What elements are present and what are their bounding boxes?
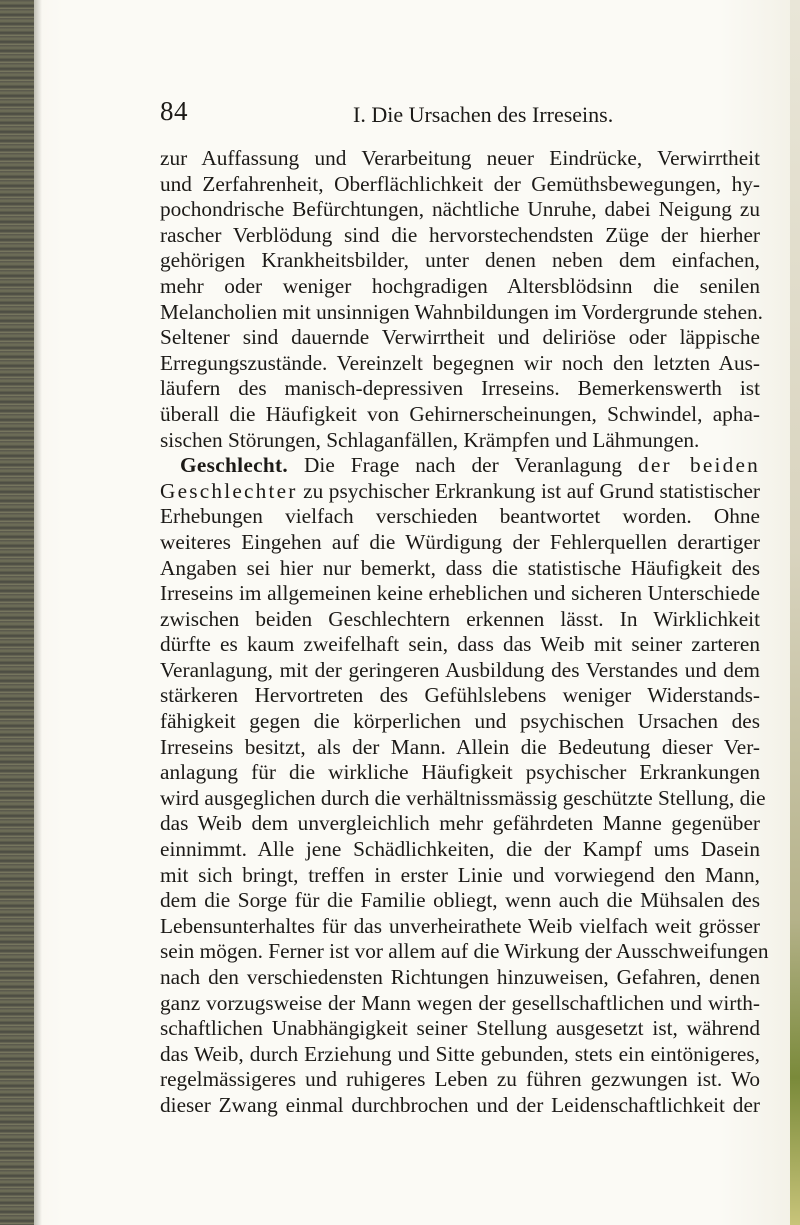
text-line: überall die Häufigkeit von Gehirnerscheinungen, Schwindel, apha-: [160, 401, 760, 426]
text-line: stärkeren Hervortreten des Gefühlslebens weniger Widerstands-: [160, 683, 760, 708]
section-heading: Geschlecht.: [180, 453, 288, 478]
spaced-text: Geschlechter: [160, 478, 298, 503]
text-line: Lebensunterhaltes für das unverheirathete Weib vielfach weit grösser: [160, 913, 760, 938]
text-line: dem die Sorge für die Familie obliegt, wenn auch die Mühsalen des: [160, 888, 760, 913]
text-line: [160, 453, 760, 479]
text-line: mehr oder weniger hochgradigen Altersblödsinn die senilen: [160, 273, 760, 298]
text-line: sischen Störungen, Schlaganfällen, Krämpfen und Lähmungen.: [160, 427, 700, 452]
text-line: anlagung für die wirkliche Häufigkeit psychischer Erkrankungen: [160, 760, 760, 785]
text-line: zur Auffassung und Verarbeitung neuer Eindrücke, Verwirrtheit: [160, 146, 760, 170]
text-line: schaftlichen Unabhängigkeit seiner Stellung ausgesetzt ist, während: [160, 1016, 760, 1041]
page-number: 84: [160, 96, 188, 126]
text-line: läufern des manisch-depressiven Irreseins. Bemerkenswerth ist: [160, 376, 760, 401]
text-line: Erhebungen vielfach verschieden beantwortet worden. Ohne: [160, 504, 760, 529]
text-line: das Weib, durch Erziehung und Sitte gebunden, stets ein eintönigeres,: [160, 1041, 760, 1066]
text-line: Seltener sind dauernde Verwirrtheit und deliriöse oder läppische: [160, 325, 760, 350]
text-line: gehörigen Krankheitsbilder, unter denen neben dem einfachen,: [160, 248, 760, 273]
spaced-text: der beiden: [638, 453, 760, 478]
text-line: Erregungszustände. Vereinzelt begegnen wir noch den letzten Aus-: [160, 350, 760, 375]
text-line: fähigkeit gegen die körperlichen und psychischen Ursachen des: [160, 709, 760, 734]
text-line: pochondrische Befürchtungen, nächtliche Unruhe, dabei Neigung zu: [160, 197, 760, 222]
page-header: [160, 96, 760, 132]
text-line: [160, 479, 760, 505]
text-line: dürfte es kaum zweifelhaft sein, dass das Weib mit seiner zarteren: [160, 632, 760, 657]
body-text: [160, 146, 769, 1119]
text-fragment: zu psychischer Erkrankung ist auf Grund statistischer: [297, 478, 760, 503]
text-line: Irreseins im allgemeinen keine erheblichen und sicheren Unterschiede: [160, 581, 760, 606]
text-line: und Zerfahrenheit, Oberflächlichkeit der Gemüthsbewegungen, hy-: [160, 171, 760, 196]
text-line: Melancholien mit unsinnigen Wahnbildungen im Vordergrunde stehen.: [160, 299, 763, 324]
text-line: rascher Verblödung sind die hervorstechendsten Züge der hierher: [160, 222, 760, 247]
text-line: sein mögen. Ferner ist vor allem auf die Wirkung der Ausschweifungen: [160, 939, 769, 964]
text-line: weiteres Eingehen auf die Würdigung der Fehlerquellen derartiger: [160, 529, 760, 554]
book-binding-edge: [0, 0, 34, 1225]
text-line: Veranlagung, mit der geringeren Ausbildung des Verstandes und dem: [160, 657, 760, 682]
text-line: dieser Zwang einmal durchbrochen und der Leidenschaftlichkeit der: [160, 1092, 760, 1117]
text-line: regelmässigeres und ruhigeres Leben zu führen gezwungen ist. Wo: [160, 1067, 760, 1092]
text-line: einnimmt. Alle jene Schädlichkeiten, die der Kampf ums Dasein: [160, 837, 760, 862]
text-line: Angaben sei hier nur bemerkt, dass die statistische Häufigkeit des: [160, 555, 760, 580]
paragraph-senile: [160, 146, 763, 453]
text-fragment: Die Frage nach der Veranlagung: [288, 453, 639, 478]
text-line: wird ausgeglichen durch die verhältnissmässig geschützte Stellung, die: [160, 785, 766, 810]
page-right-edge: [790, 0, 800, 1225]
paragraph-geschlecht: [160, 453, 769, 1118]
text-line: ganz vorzugsweise der Mann wegen der gesellschaftlichen und wirth-: [160, 990, 760, 1015]
text-line: nach den verschiedensten Richtungen hinzuweisen, Gefahren, denen: [160, 965, 760, 989]
text-line: Irreseins besitzt, als der Mann. Allein die Bedeutung dieser Ver-: [160, 734, 760, 759]
running-title: I. Die Ursachen des Irreseins.: [353, 102, 614, 127]
text-line: das Weib dem unvergleichlich mehr gefährdeten Manne gegenüber: [160, 811, 760, 836]
text-line: zwischen beiden Geschlechtern erkennen lässt. In Wirklichkeit: [160, 606, 760, 631]
text-line: mit sich bringt, treffen in erster Linie und vorwiegend den Mann,: [160, 862, 760, 887]
